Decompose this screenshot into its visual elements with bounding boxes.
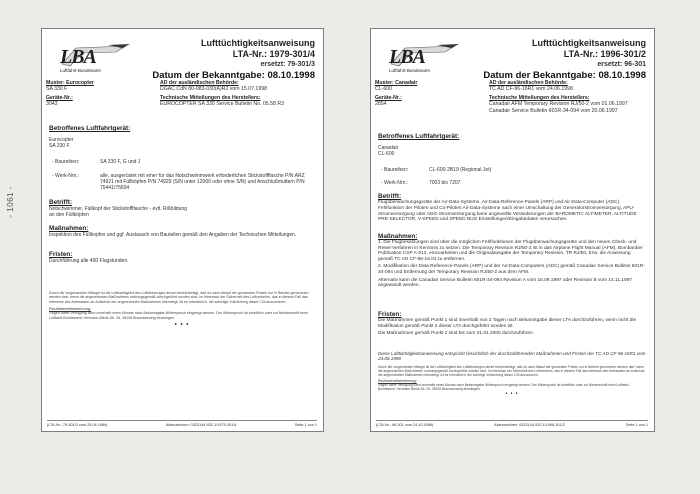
document-title: Lufttüchtigkeitsanweisung: [200, 38, 315, 48]
logo-subtitle: Luftfahrt-Bundesamt: [389, 68, 430, 73]
measures-heading: Maßnahmen:: [378, 233, 418, 240]
measures-text: Inspektion des Füllkopfes und ggf. Austausch von Bauteilen gemäß den Angaben der Technischen Mitteilungen.: [49, 232, 297, 238]
measures-heading: Maßnahmen:: [49, 225, 89, 232]
affected-aircraft-section: [378, 133, 646, 157]
subject-section: [378, 193, 646, 223]
footer-file-number: Aktenzeichen: 0323144-932.1/1996-301/2: [494, 423, 565, 427]
affected-aircraft-heading: Betroffenes Luftfahrtgerät:: [49, 125, 131, 132]
device-number-value: 2854: [375, 101, 387, 108]
lba-logo: [54, 41, 134, 77]
correspondence-note: Diese Lufttüchtigkeitsanweisung entspricht hinsichtlich der durchzuführenden Maßnahmen und Fristen der TC AD CF-96-16R1 vom 24.06.1998: [378, 351, 646, 362]
affected-manufacturer: Eurocopter: [49, 137, 74, 143]
end-marker: • • •: [174, 322, 190, 329]
header-title-block: [152, 38, 315, 82]
remedy-heading: Rechtsbehelfsbelehrung:: [49, 307, 92, 312]
lta-number: LTA-Nr.: 1996-301/2: [563, 49, 646, 59]
serial-numbers-key: - Werk-Nrn.:: [52, 173, 80, 179]
deadlines-text-1: Die Maßnahmen gemäß Punkt 1 sind innerhalb von 2 Tagen nach Bekanntgabe dieser LTA durchzuführen, wenn nicht die Modifikation gemäß Punkt 2 dieser LTA durchgeführt worden ist.: [378, 318, 637, 329]
deadlines-heading: Fristen:: [49, 251, 73, 258]
authority-info: [489, 80, 648, 114]
affected-aircraft-section: [49, 125, 315, 149]
remedy-heading: Rechtsbehelfsbelehrung:: [378, 378, 417, 383]
logo-wordmark: LBA: [389, 46, 425, 68]
foreign-ad-value: TC AD CF-96-16R1 vom 24.06.1998: [489, 86, 573, 93]
measures-item-1: 1. Die Flugbesatzungen sind über die möglichen Fehlfunktionen der Flugüberwachungsgeräte und den neuen Check- und Reset-Verfahren in Kenntnis zu setzen. Die Temporary Revision RJ/50-2 ist in das Airplane Flight Manual (AFM), Bombardier Publication CSP A-012, einzuarbeiten und die Originalausgabe der Temporary Revision, TR RJ/50, bzw. die Anweisung gemäß TC AD CF-96-16 ist zu entfernen.: [378, 240, 643, 262]
manufacturer-bulletin-value: EUROCOPTER SA 330 Service Bulletin No. 05.58 R3: [160, 101, 284, 108]
affected-aircraft-heading: Betroffenes Luftfahrtgerät:: [378, 133, 460, 140]
replaces-number: ersetzt: 79-301/3: [260, 61, 315, 68]
series-value: SA 330 F, G und J: [100, 159, 141, 165]
deadlines-section: [378, 311, 646, 337]
lta-sheet-canadair: [370, 28, 655, 432]
subject-text: Flugüberwachungsgeräte der Air-Data-Systeme, Air-Data-Reference-Panels (ARP) und Air-Data-Computer (ADC). Fehlfunktion der Piloten und Co-Piloten Air-Data-Systeme nach einer Umschaltung der Generatorstromversorgung, APU-Stromversorgung oder ADG-Stromversorgung kann ungewollte Veränderungen der BAROMETIC ALTIMETER, ALTITUDE PRE-SELECTOR, V-SPEED und SPEED BUG Einstellungen/Eingabedaten verursachen.: [378, 200, 637, 223]
manufacturer-bulletin-value-2: Canadair Service Bulletin 601R-34-094 vom 20.06.1997: [489, 107, 618, 114]
footer-previous-lta: (LTA-Nr.: 79-301/3 vom 25.04.1984): [47, 423, 108, 427]
series-key: - Baureihen:: [381, 167, 409, 173]
announcement-date: Datum der Bekanntgabe: 08.10.1998: [152, 70, 315, 81]
document-title: Lufttüchtigkeitsanweisung: [531, 38, 646, 48]
device-number-value: 3043: [46, 101, 58, 108]
legal-text: Durch die vorgenannten Mängel ist die Lufttüchtigkeit des Luftfahrzeuges derart beeinträchtigt, daß es nach Ablauf der genannten Fristen nur in Betrieb genommen werden darf, wenn die angeordneten Maßnahmen ordnungsgemäß durchgeführt worden sind. Im Interesse der Sicherheit des Luftverkehrs, das in diesem Fall das Interesse des Adressaten an Aufschub der angeordneten Maßnahmen überwiegt, ist es erforderlich, die sofortige Vollziehung dieser LTA anzuordnen.: [49, 291, 309, 304]
footer-page: Seite 1 von 1: [625, 423, 648, 427]
subject-heading: Betrifft:: [49, 199, 73, 206]
type-value: SA 330 F: [46, 86, 68, 93]
end-marker: • • •: [505, 390, 519, 397]
measures-section: [49, 225, 315, 238]
page-margin-number: - 1061 -: [6, 186, 15, 218]
logo-subtitle: Luftfahrt-Bundesamt: [60, 68, 101, 73]
page-footer: [47, 420, 317, 427]
logo-wordmark: LBA: [60, 46, 96, 68]
replaces-number: ersetzt: 96-301: [597, 61, 646, 68]
type-info: [375, 80, 485, 108]
legal-section: [378, 351, 646, 397]
measures-alternative: Alternativ kann die Canadair Service Bulletin 601R-34-094 Revision A vom 16.09.1997 oder Revision B vom 14.11.1997 angewandt werden.: [378, 277, 633, 289]
deadlines-section: [49, 251, 315, 264]
lba-logo: [383, 41, 463, 77]
measures-item-2: 2. Modifikation der Data-Reference-Panels (ARP) und der Air-Data-Computers (ADC) gemäß Canadair Service Bulletin 601R-34-094 und Entfernung der Temporary Revision RJ/50-2 aus dem AFM.: [378, 264, 645, 275]
device-number-label: Geräte-Nr.:: [46, 94, 73, 101]
foreign-ad-value: DGAC CdN 80-083-030(A)R2 vom 15.07.1998: [160, 86, 267, 93]
deadlines-text-2: Die Maßnahmen gemäß Punkt 2 sind bis zum 31.01.2000 durchzuführen.: [378, 331, 534, 337]
manufacturer-bulletin-label: Technische Mitteilungen des Herstellers:: [489, 94, 590, 101]
footer-page: Seite 1 von 1: [294, 423, 317, 427]
foreign-ad-label: AD der ausländischen Behörde:: [160, 80, 239, 86]
remedy-text: Gegen diese Verfügung kann innerhalb eines Monats nach Bekanntgabe Widerspruch eingelegt werden. Der Widerspruch ist schriftlich oder zur Niederschrift beim Luftfahrt-Bundesamt, Hermann-Blenk-Str. 26, 38108 Braunschweig einzulegen.: [378, 382, 630, 391]
affected-model: SA 330 F: [49, 143, 70, 150]
deadlines-heading: Fristen:: [378, 311, 402, 318]
series-key: - Baureihen:: [52, 159, 80, 165]
footer-file-number: Aktenzeichen: 0323144-932.1/1979-301/4: [165, 423, 237, 427]
deadlines-text: Durchführung alle 400 Flugstunden.: [49, 258, 129, 264]
footer-previous-lta: (LTA-Nr.: 96-301 vom 24.10.1996): [376, 423, 434, 427]
serial-numbers-value: alle, ausgerüstet mit einer für das Notschwimmwerk erforderlichen Stickstoffflasche P/N ARZ 74921 mit Füllköpfen P/N 74929 (S/N unter 12000 oder ohne S/N) und Anschlußmuttern P/N 75441/75834: [100, 173, 305, 192]
serial-numbers-key: - Werk-Nrn.:: [381, 180, 409, 186]
type-label: Muster: Eurocopter: [46, 80, 94, 86]
foreign-ad-label: AD der ausländischen Behörde:: [489, 80, 568, 86]
affected-model: CL-600: [378, 151, 395, 158]
series-value: CL-600-2B19 (Regional Jet): [429, 167, 492, 173]
device-number-label: Geräte-Nr.:: [375, 94, 402, 101]
lta-sheet-eurocopter: [41, 28, 324, 432]
lta-number: LTA-Nr.: 1979-301/4: [232, 49, 315, 59]
affected-manufacturer: Canadair: [378, 145, 399, 151]
header-title-block: [483, 38, 646, 82]
legal-text: Durch die vorgenannten Mängel ist die Lufttüchtigkeit des Luftfahrzeuges derart beeinträchtigt, daß es nach Ablauf der genannten Fristen nur in Betrieb genommen werden darf, wenn die angeordneten Maßnahmen ordnungsgemäß durchgeführt worden sind. Im Interesse der Sicherheit des Luftverkehrs, das in diesem Fall das Interesse des Adressaten an Aufschub der angeordneten Maßnahmen überwiegt, ist es erforderlich, die sofortige Vollziehung dieser LTA anzuordnen.: [378, 364, 645, 377]
measures-section: [378, 233, 646, 289]
subject-text: Notschwimmer, Füllkopf der Stickstoffflasche - evtl. Rißbildung an den Füllköpfen: [49, 206, 187, 219]
manufacturer-bulletin-label: Technische Mitteilungen des Herstellers:: [160, 94, 261, 101]
subject-heading: Betrifft:: [378, 193, 402, 200]
type-info: [46, 80, 156, 108]
authority-info: [160, 80, 317, 108]
type-label: Muster: Canadair: [375, 80, 418, 86]
subject-section: [49, 199, 315, 218]
page-footer: [376, 420, 648, 427]
remedy-text: Gegen diese Verfügung kann innerhalb eines Monats nach Bekanntgabe Widerspruch eingelegt werden. Der Widerspruch ist schriftlich oder zur Niederschrift beim Luftfahrt-Bundesamt, Hermann-Blenk-Str. 26, 38108 Braunschweig einzulegen.: [49, 311, 308, 320]
legal-section: [49, 291, 315, 328]
type-value: CL-600: [375, 86, 393, 93]
serial-numbers-value: 7003 bis 7207: [429, 180, 461, 186]
announcement-date: Datum der Bekanntgabe: 08.10.1998: [483, 70, 646, 81]
manufacturer-bulletin-value-1: Canadair AFM Temporary Revision RJ/50-2 vom 01.06.1997: [489, 101, 628, 108]
